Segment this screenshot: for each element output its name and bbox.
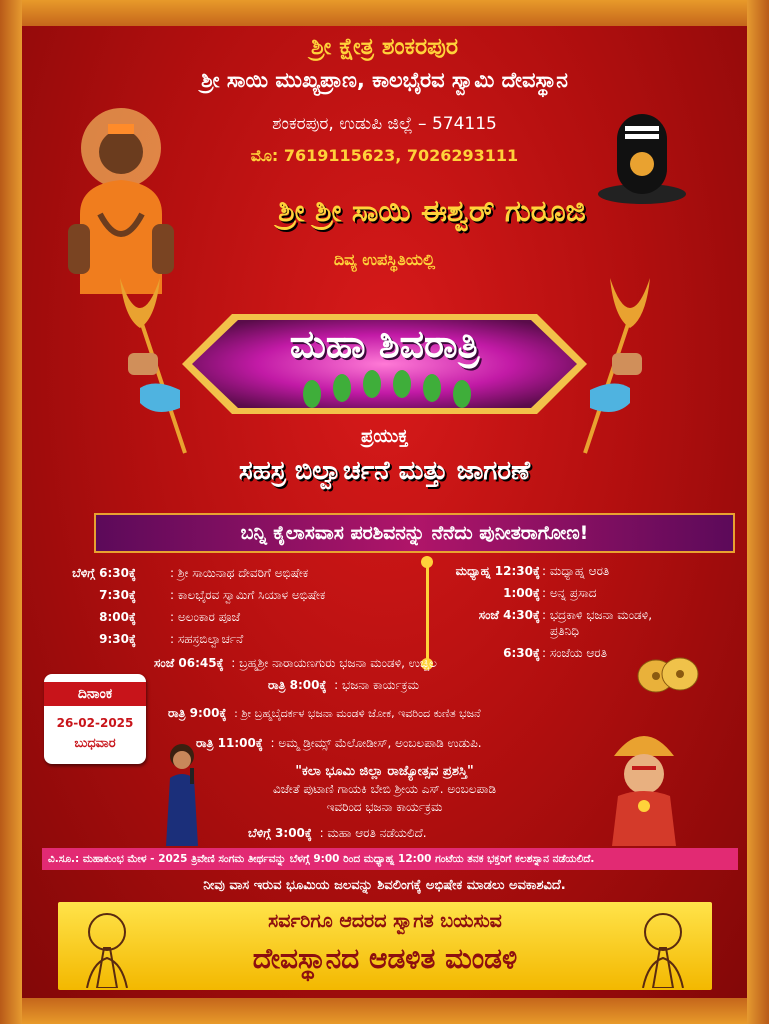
footer-welcome: ಸರ್ವರಿಗೂ ಆದರದ ಸ್ವಾಗತ ಬಯಸುವ — [268, 910, 502, 932]
schedule-left-row: 7:30ಕ್ಕೆ : ಕಾಲಭೈರವ ಸ್ವಾಮಿಗೆ ಸಿಯಾಳ ಅಭಿಷೇಕ — [99, 588, 326, 602]
border-bottom — [0, 998, 769, 1024]
final-aarti-row: ಬೆಳಿಗ್ಗೆ 3:00ಕ್ಕೆ : ಮಹಾ ಆರತಿ ನಡೆಯಲಿದೆ. — [248, 826, 427, 840]
schedule-left-row: 9:30ಕ್ಕೆ : ಸಹಸ್ರಬಿಲ್ವಾರ್ಚನೆ — [99, 632, 244, 646]
date-calendar — [44, 674, 146, 764]
slogan-banner: ಬನ್ನಿ ಕೈಲಾಸವಾಸ ಪರಶಿವನನ್ನು ನೆನೆದು ಪುನೀತರಾಗೋಣ! — [94, 513, 735, 553]
timeline-divider — [426, 566, 429, 664]
border-top — [0, 0, 769, 26]
evening-row: ರಾತ್ರಿ 11:00ಕ್ಕೆ : ಅಮ್ಮ ಡ್ರೀಮ್ಸ್ ಮೆಲೋಡೀಸ್, ಅಂಬಲಪಾಡಿ ಉಡುಪಿ. — [196, 736, 482, 750]
shiva-linga-image — [597, 104, 687, 204]
border-right — [747, 0, 769, 1024]
evening-row: ರಾತ್ರಿ 9:00ಕ್ಕೆ : ಶ್ರೀ ಬ್ರಹ್ಮಬೈದರ್ಕಳ ಭಜನಾ ಮಂಡಳಿ ಜೋಕ, ಇವರಿಂದ ಕುಣಿತ ಭಜನೆ — [168, 706, 481, 720]
schedule-right-row: ಪ್ರತಿನಿಧಿ — [550, 624, 580, 638]
calendar-day: ಬುಧವಾರ — [74, 736, 116, 751]
calendar-date: 26-02-2025 — [56, 716, 134, 730]
prayukta-label: ಪ್ರಯುಕ್ತ — [361, 426, 408, 447]
schedule-left-row: ಬೆಳಿಗ್ಗೆ 6:30ಕ್ಕೆ : ಶ್ರೀ ಸಾಯಿನಾಥ ದೇವರಿಗೆ ಅಭಿಷೇಕ — [72, 566, 309, 580]
schedule-right-row: 6:30ಕ್ಕೆ : ಸಂಜೆಯ ಆರತಿ — [503, 646, 608, 660]
border-left — [0, 0, 22, 1024]
award-title: "ಕಲಾ ಭೂಮಿ ಜಿಲ್ಲಾ ರಾಜ್ಯೋತ್ಸವ ಪ್ರಶಸ್ತಿ" — [295, 764, 474, 779]
schedule-right-row: 1:00ಕ್ಕೆ : ಅನ್ನ ಪ್ರಸಾದ — [503, 586, 597, 600]
award-winner: ವಿಜೇತೆ ಪುಟಾಣಿ ಗಾಯಕಿ ಬೇಬಿ ಶ್ರೀಯ ಎಸ್. ಅಂಬಲಪಾಡಿ — [272, 782, 497, 796]
note-abhisheka: ನೀವು ವಾಸ ಇರುವ ಭೂಮಿಯ ಜಲವನ್ನು ಶಿವಲಿಂಗಕ್ಕೆ ಅಭಿಷೇಕ ಮಾಡಲು ಅವಕಾಶವಿದೆ. — [203, 878, 566, 893]
divya-upasthiti: ದಿವ್ಯ ಉಪಸ್ಥಿತಿಯಲ್ಲಿ — [333, 250, 436, 269]
temple-phone: ಮೊ: 7619115623, 7026293111 — [250, 146, 519, 165]
cymbal-icon — [634, 646, 704, 696]
footer-panel — [58, 902, 712, 990]
award-program: ಇವರಿಂದ ಭಜನಾ ಕಾರ್ಯಕ್ರಮ — [326, 800, 443, 814]
calendar-label: ದಿನಾಂಕ — [44, 682, 146, 706]
evening-row: ರಾತ್ರಿ 8:00ಕ್ಕೆ : ಭಜನಾ ಕಾರ್ಯಕ್ರಮ — [268, 678, 420, 692]
event-title: ಸಹಸ್ರ ಬಿಲ್ವಾರ್ಚನೆ ಮತ್ತು ಜಾಗರಣೆ — [238, 456, 531, 486]
schedule-right-row: ಮಧ್ಯಾಹ್ನ 12:30ಕ್ಕೆ : ಮಧ್ಯಾಹ್ನ ಆರತಿ — [455, 564, 610, 578]
namaste-icon — [628, 908, 698, 988]
note-bar: ವಿ.ಸೂ.: ಮಹಾಕುಂಭ ಮೇಳ - 2025 ತ್ರಿವೇಣಿ ಸಂಗಮ ತೀರ್ಥವನ್ನು ಬೆಳಗ್ಗೆ 9:00 ರಿಂದ ಮಧ್ಯಾಹ್ನ 12:00 ಗಂಟೆಯ ತನಕ ಭಕ್ತರಿಗೆ ಕಲಶಸ್ನಾನ ನಡೆಯಲಿದೆ. — [42, 848, 738, 870]
temple-name: ಶ್ರೀ ಸಾಯಿ ಮುಖ್ಯಪ್ರಾಣ, ಕಾಲಭೈರವ ಸ್ವಾಮಿ ದೇವಸ್ಥಾನ — [201, 68, 568, 92]
banner-title: ಮಹಾ ಶಿವರಾತ್ರಿ — [289, 322, 480, 366]
temple-location: ಶ್ರೀ ಕ್ಷೇತ್ರ ಶಂಕರಪುರ — [310, 34, 459, 60]
footer-committee: ದೇವಸ್ಥಾನದ ಆಡಳಿತ ಮಂಡಳಿ — [252, 942, 518, 975]
schedule-left-row: 8:00ಕ್ಕೆ : ಅಲಂಕಾರ ಪೂಜೆ — [99, 610, 241, 624]
guruji-name: ಶ್ರೀ ಶ್ರೀ ಸಾಯಿ ಈಶ್ವರ್ ಗುರೂಜಿ — [278, 194, 586, 229]
schedule-right-row: ಸಂಜೆ 4:30ಕ್ಕೆ : ಭದ್ರಕಾಳಿ ಭಜನಾ ಮಂಡಳಿ, — [478, 608, 653, 622]
evening-row: ಸಂಜೆ 06:45ಕ್ಕೆ : ಬ್ರಹ್ಮಶ್ರೀ ನಾರಾಯಣಗುರು ಭಜನಾ ಮಂಡಳಿ, ಉಚ್ಚಿಲ — [154, 656, 437, 670]
temple-address: ಶಂಕರಪುರ, ಉಡುಪಿ ಜಿಲ್ಲೆ – 574115 — [272, 114, 497, 134]
